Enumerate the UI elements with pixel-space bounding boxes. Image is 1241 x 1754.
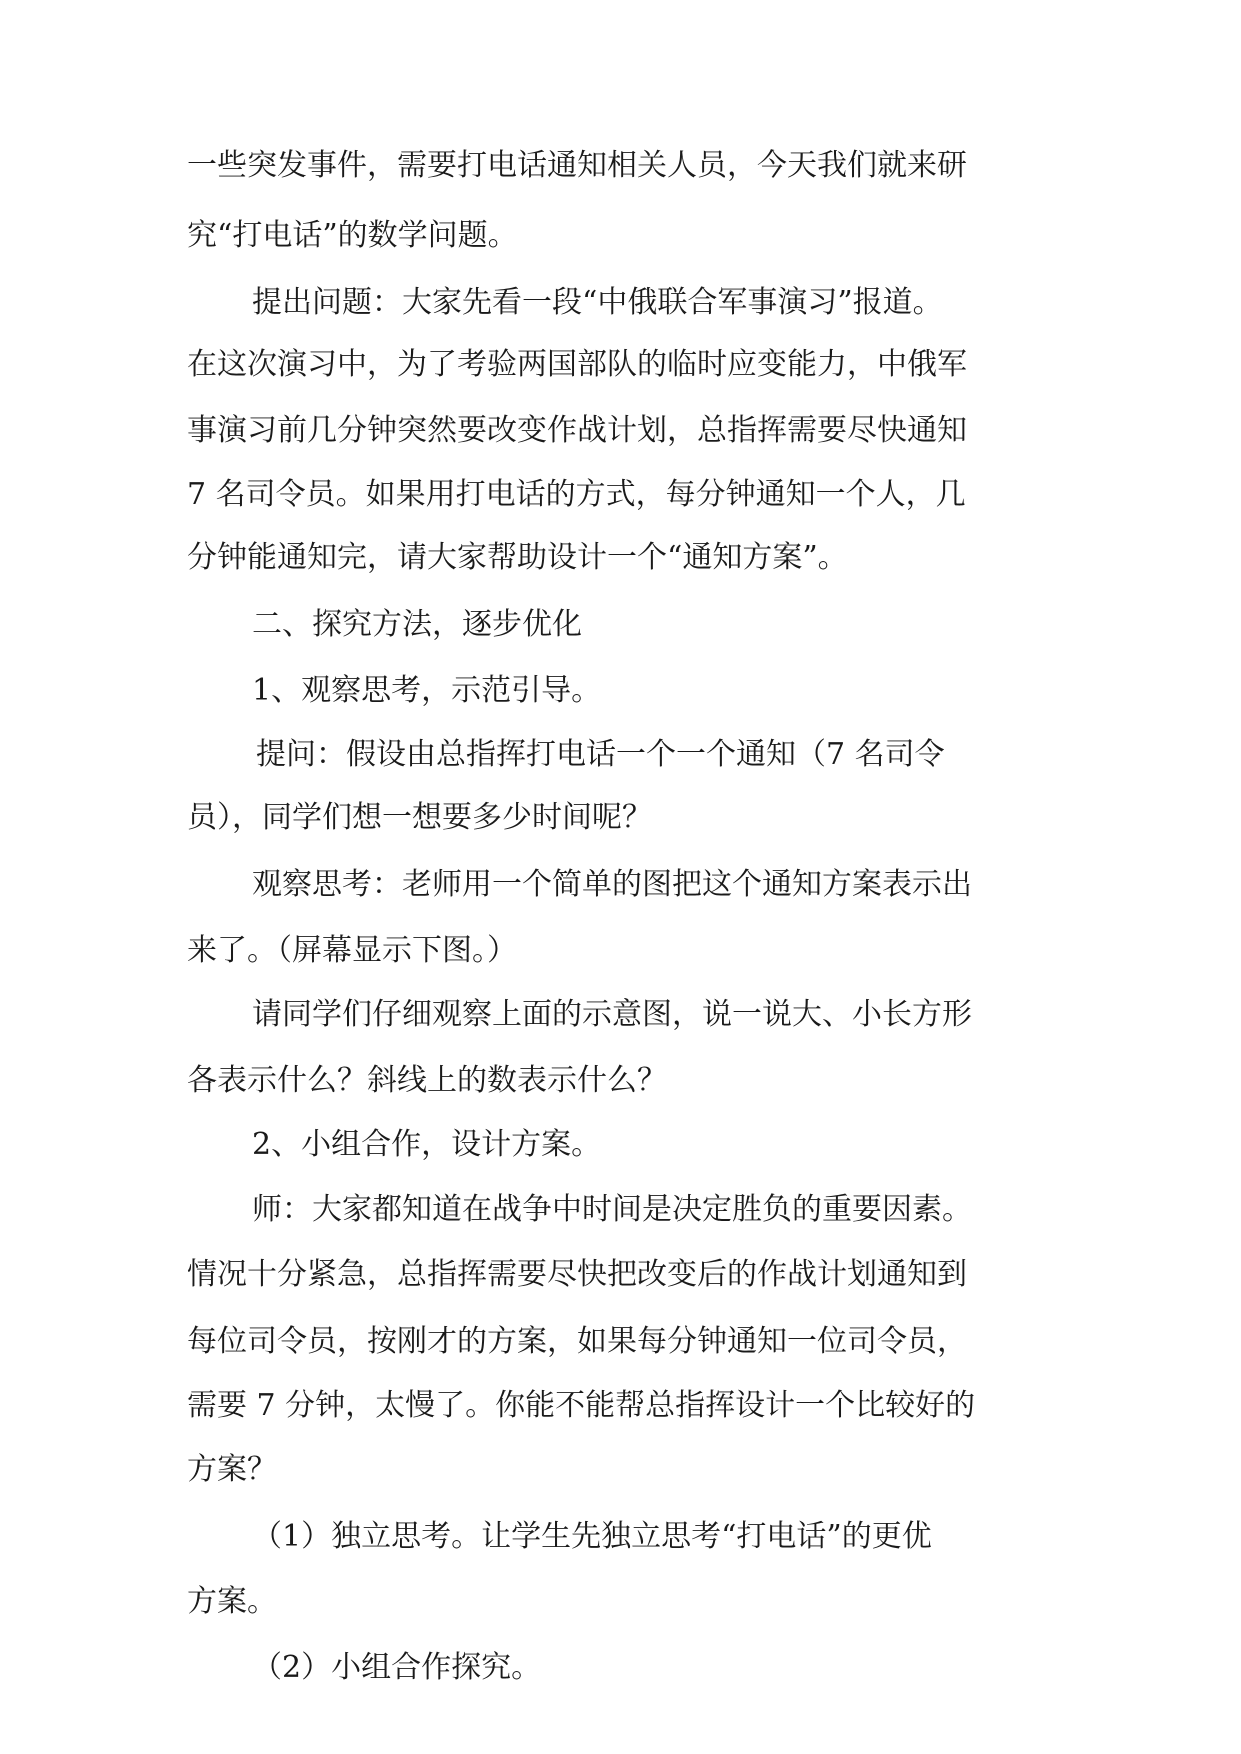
subsection-heading: 1、观察思考，示范引导。 <box>252 673 602 708</box>
text-line: 分钟能通知完，请大家帮助设计一个“通知方案”。 <box>187 540 848 575</box>
text-line: 在这次演习中，为了考验两国部队的临时应变能力，中俄军 <box>187 347 967 382</box>
text-line: （1）独立思考。让学生先独立思考“打电话”的更优 <box>252 1519 932 1554</box>
text-line: （2）小组合作探究。 <box>252 1650 542 1685</box>
text-line: 7 名司令员。如果用打电话的方式，每分钟通知一个人，几 <box>187 477 966 512</box>
text-line: 提问：假设由总指挥打电话一个一个通知（7 名司令 <box>256 737 945 772</box>
text-line: 请同学们仔细观察上面的示意图，说一说大、小长方形 <box>252 997 972 1032</box>
text-line: 究“打电话”的数学问题。 <box>187 218 518 253</box>
text-line: 事演习前几分钟突然要改变作战计划，总指挥需要尽快通知 <box>187 413 967 448</box>
text-line: 师：大家都知道在战争中时间是决定胜负的重要因素。 <box>252 1192 972 1227</box>
text-line: 员），同学们想一想要多少时间呢？ <box>187 800 652 835</box>
subsection-heading: 2、小组合作，设计方案。 <box>252 1127 602 1162</box>
text-line: 提出问题：大家先看一段“中俄联合军事演习”报道。 <box>252 285 943 320</box>
text-line: 来了。（屏幕显示下图。） <box>187 933 517 968</box>
text-line: 观察思考：老师用一个简单的图把这个通知方案表示出 <box>252 867 972 902</box>
text-line: 方案？ <box>187 1452 277 1487</box>
section-heading: 二、探究方法，逐步优化 <box>252 607 582 642</box>
text-line: 需要 7 分钟，太慢了。你能不能帮总指挥设计一个比较好的 <box>187 1388 976 1423</box>
text-line: 每位司令员，按刚才的方案，如果每分钟通知一位司令员， <box>187 1324 967 1359</box>
text-line: 一些突发事件，需要打电话通知相关人员，今天我们就来研 <box>187 148 967 183</box>
text-line: 情况十分紧急，总指挥需要尽快把改变后的作战计划通知到 <box>187 1257 967 1292</box>
text-line: 方案。 <box>187 1584 277 1619</box>
text-line: 各表示什么？斜线上的数表示什么？ <box>187 1063 667 1098</box>
